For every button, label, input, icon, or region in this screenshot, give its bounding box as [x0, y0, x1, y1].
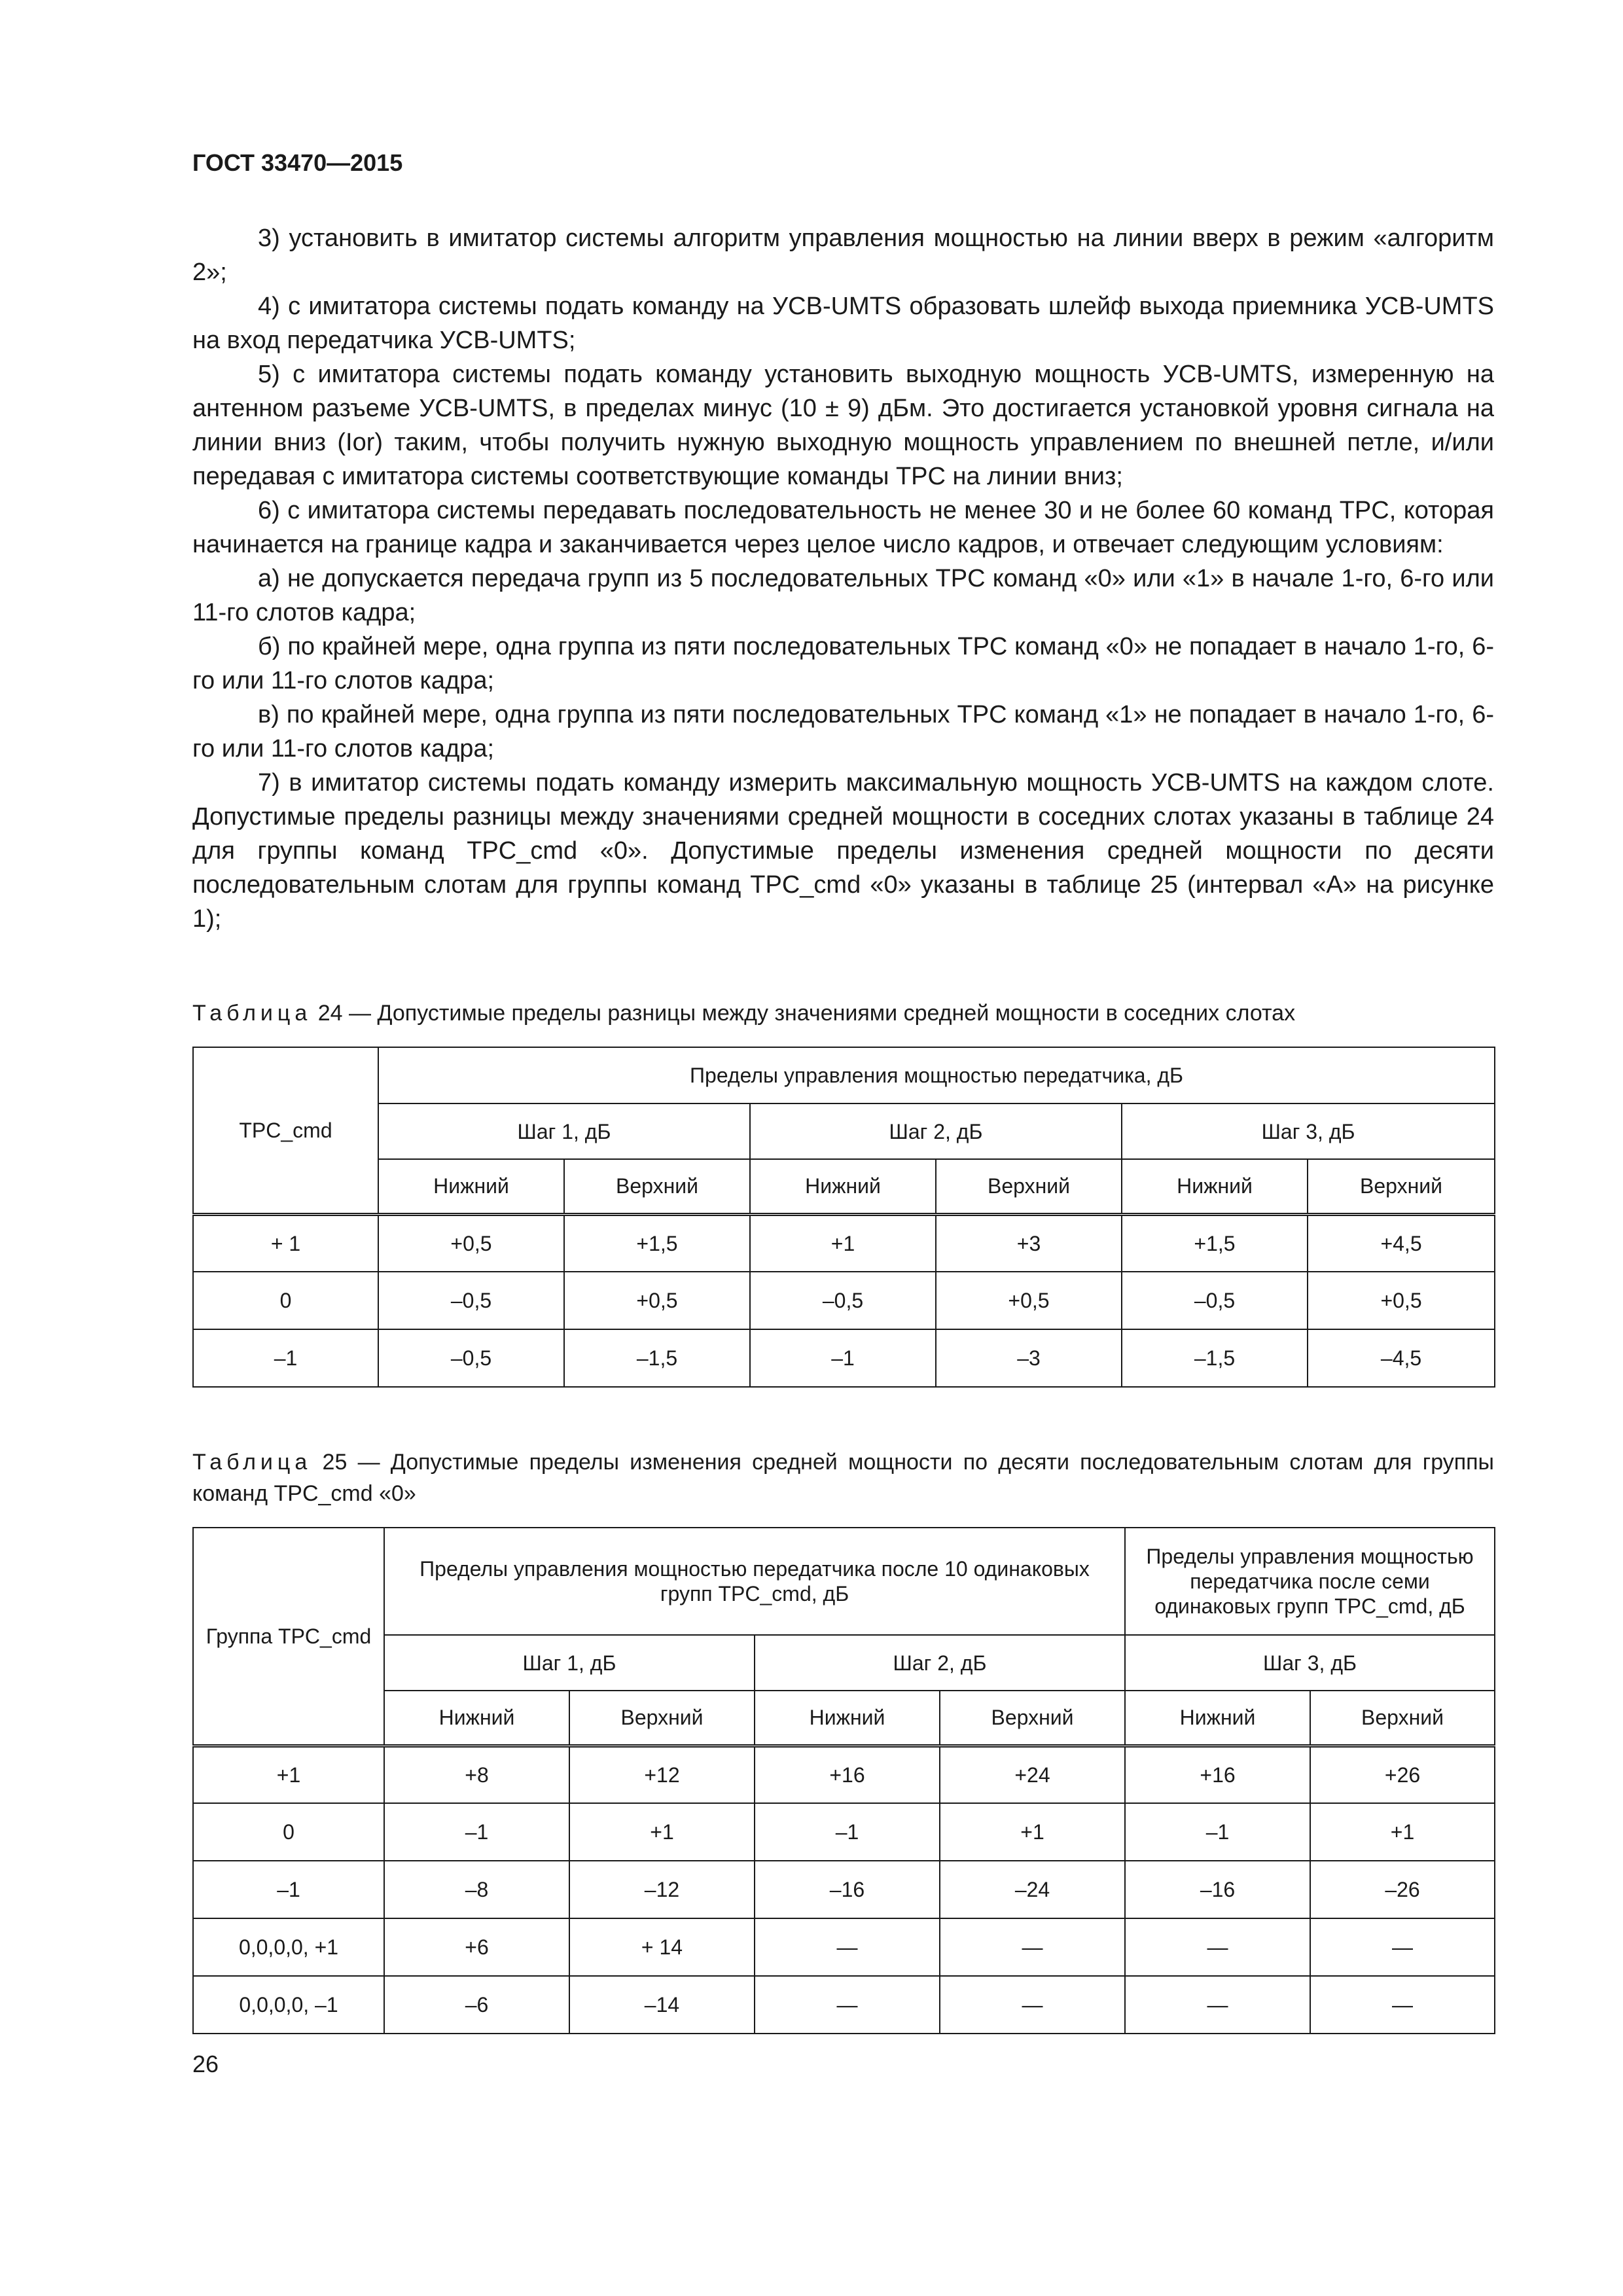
table-cell: –1: [384, 1803, 569, 1861]
table-cell: –12: [569, 1861, 755, 1918]
table-cell: +1: [193, 1746, 384, 1803]
table-cell: –0,5: [378, 1272, 564, 1329]
table-cell: –1: [755, 1803, 940, 1861]
table-cell: +1: [940, 1803, 1125, 1861]
table25-caption-word: Таблица: [192, 1450, 312, 1475]
table-cell: –8: [384, 1861, 569, 1918]
t24-header-step1: Шаг 1, дБ: [378, 1103, 750, 1159]
table24-caption-word: Таблица: [192, 1001, 312, 1026]
table-cell: –6: [384, 1976, 569, 2034]
table-row: [193, 1214, 1495, 1272]
table-cell: –3: [936, 1329, 1122, 1387]
t24-header-low: Нижний: [378, 1159, 564, 1214]
table-cell: –16: [755, 1861, 940, 1918]
t24-header-low: Нижний: [1122, 1159, 1308, 1214]
table-row: [193, 1746, 1495, 1803]
table-cell: –0,5: [1122, 1272, 1308, 1329]
table-cell: +26: [1310, 1746, 1495, 1803]
table-cell: —: [1125, 1976, 1310, 2034]
table-cell: +1: [750, 1214, 936, 1272]
table-cell: +1,5: [1122, 1214, 1308, 1272]
table-cell: –1: [193, 1329, 378, 1387]
table-cell: +6: [384, 1918, 569, 1976]
table-row: [193, 1918, 1495, 1976]
table-cell: +16: [1125, 1746, 1310, 1803]
t24-header-high: Верхний: [936, 1159, 1122, 1214]
table-cell: +0,5: [378, 1214, 564, 1272]
body-text: [192, 221, 1494, 936]
table-cell: –24: [940, 1861, 1125, 1918]
table-cell: —: [940, 1976, 1125, 2034]
t24-header-group: Пределы управления мощностью передатчика, дБ: [378, 1047, 1495, 1103]
table25-caption-text: 25 — Допустимые пределы изменения средней мощности по десяти последовательным слотам для группы команд TPC_cmd «0»: [192, 1450, 1494, 1506]
t25-header-group: Группа TPC_cmd: [193, 1528, 384, 1746]
table-cell: —: [940, 1918, 1125, 1976]
table-cell: –26: [1310, 1861, 1495, 1918]
table-cell: —: [1310, 1918, 1495, 1976]
t25-header-low: Нижний: [755, 1691, 940, 1746]
t24-header-tpc: TPC_cmd: [193, 1047, 378, 1214]
t25-header-step1: Шаг 1, дБ: [384, 1635, 755, 1691]
table-cell: 0: [193, 1272, 378, 1329]
table-cell: +4,5: [1308, 1214, 1495, 1272]
table-cell: –0,5: [750, 1272, 936, 1329]
table-cell: +1: [569, 1803, 755, 1861]
t25-header-high: Верхний: [569, 1691, 755, 1746]
table-cell: —: [755, 1918, 940, 1976]
table-cell: +24: [940, 1746, 1125, 1803]
table-cell: +1: [1310, 1803, 1495, 1861]
table-cell: 0: [193, 1803, 384, 1861]
t25-header-limits-7: Пределы управления мощностью передатчика после семи одинаковых групп TPC_cmd, дБ: [1125, 1528, 1495, 1635]
table-row: [193, 1272, 1495, 1329]
table-cell: +0,5: [564, 1272, 750, 1329]
table-cell: –1,5: [1122, 1329, 1308, 1387]
page-number: 26: [192, 2051, 219, 2077]
table-cell: 0,0,0,0, –1: [193, 1976, 384, 2034]
t24-header-step2: Шаг 2, дБ: [750, 1103, 1122, 1159]
t24-header-high: Верхний: [1308, 1159, 1495, 1214]
table-cell: 0,0,0,0, +1: [193, 1918, 384, 1976]
table-cell: –1: [1125, 1803, 1310, 1861]
paragraph-6: 6) с имитатора системы передавать последовательность не менее 30 и не более 60 команд TPC, которая начинается на границе кадра и заканчивается через целое число кадров, и отвечает следующим условиям:: [192, 497, 1494, 558]
t25-header-high: Верхний: [940, 1691, 1125, 1746]
table-cell: +0,5: [936, 1272, 1122, 1329]
table24-caption: [192, 997, 1494, 1029]
paragraph-7: 7) в имитатор системы подать команду измерить максимальную мощность УСВ-UMTS на каждом слоте. Допустимые пределы разницы между значениями средней мощности в соседних слотах указаны в таблице 24 для группы команд TPC_cmd «0». Допустимые пределы изменения средней мощности по десяти последовательным слотам для группы команд TPC_cmd «0» указаны в таблице 25 (интервал «А» на рисунке 1);: [192, 769, 1494, 933]
document-header: ГОСТ 33470—2015: [192, 149, 403, 176]
table-cell: +0,5: [1308, 1272, 1495, 1329]
table-25: [192, 1527, 1495, 2034]
table-cell: –0,5: [378, 1329, 564, 1387]
table-cell: + 14: [569, 1918, 755, 1976]
paragraph-6c: в) по крайней мере, одна группа из пяти последовательных TPC команд «1» не попадает в начало 1-го, 6-го или 11-го слотов кадра;: [192, 701, 1494, 762]
table24-caption-text: 24 — Допустимые пределы разницы между значениями средней мощности в соседних слотах: [312, 1001, 1296, 1026]
table-24: [192, 1047, 1495, 1388]
table-cell: –1: [193, 1861, 384, 1918]
t25-header-low: Нижний: [384, 1691, 569, 1746]
table-cell: +3: [936, 1214, 1122, 1272]
table-cell: –4,5: [1308, 1329, 1495, 1387]
t25-header-high: Верхний: [1310, 1691, 1495, 1746]
table-cell: +12: [569, 1746, 755, 1803]
table-cell: +1,5: [564, 1214, 750, 1272]
t25-header-low: Нижний: [1125, 1691, 1310, 1746]
table25-caption: [192, 1446, 1494, 1509]
t25-header-step3: Шаг 3, дБ: [1125, 1635, 1495, 1691]
t24-header-low: Нижний: [750, 1159, 936, 1214]
table-cell: +16: [755, 1746, 940, 1803]
paragraph-6b: б) по крайней мере, одна группа из пяти последовательных TPC команд «0» не попадает в начало 1-го, 6-го или 11-го слотов кадра;: [192, 633, 1494, 694]
t24-header-high: Верхний: [564, 1159, 750, 1214]
table-cell: —: [755, 1976, 940, 2034]
table-cell: + 1: [193, 1214, 378, 1272]
paragraph-4: 4) с имитатора системы подать команду на УСВ-UMTS образовать шлейф выхода приемника УСВ-UMTS на вход передатчика УСВ-UMTS;: [192, 293, 1494, 354]
t25-header-step2: Шаг 2, дБ: [755, 1635, 1125, 1691]
table-cell: —: [1310, 1976, 1495, 2034]
table-cell: –1,5: [564, 1329, 750, 1387]
table-row: [193, 1976, 1495, 2034]
t25-header-limits-10: Пределы управления мощностью передатчика после 10 одинаковых групп TPC_cmd, дБ: [384, 1528, 1125, 1635]
table-cell: –16: [1125, 1861, 1310, 1918]
table-cell: —: [1125, 1918, 1310, 1976]
paragraph-5: 5) с имитатора системы подать команду установить выходную мощность УСВ-UMTS, измеренную на антенном разъеме УСВ-UMTS, в пределах минус (10 ± 9) дБм. Это достигается установкой уровня сигнала на линии вниз (Ior) таким, чтобы получить нужную выходную мощность управлением по внешней петле, и/или передавая с имитатора системы соответствующие команды TPC на линии вниз;: [192, 361, 1494, 490]
table-row: [193, 1329, 1495, 1387]
t24-header-step3: Шаг 3, дБ: [1122, 1103, 1495, 1159]
paragraph-6a: а) не допускается передача групп из 5 последовательных TPC команд «0» или «1» в начале 1-го, 6-го или 11-го слотов кадра;: [192, 565, 1494, 626]
table-row: [193, 1803, 1495, 1861]
table-cell: –1: [750, 1329, 936, 1387]
table-row: [193, 1861, 1495, 1918]
table-cell: +8: [384, 1746, 569, 1803]
table-cell: –14: [569, 1976, 755, 2034]
paragraph-3: 3) установить в имитатор системы алгоритм управления мощностью на линии вверх в режим «алгоритм 2»;: [192, 224, 1494, 286]
